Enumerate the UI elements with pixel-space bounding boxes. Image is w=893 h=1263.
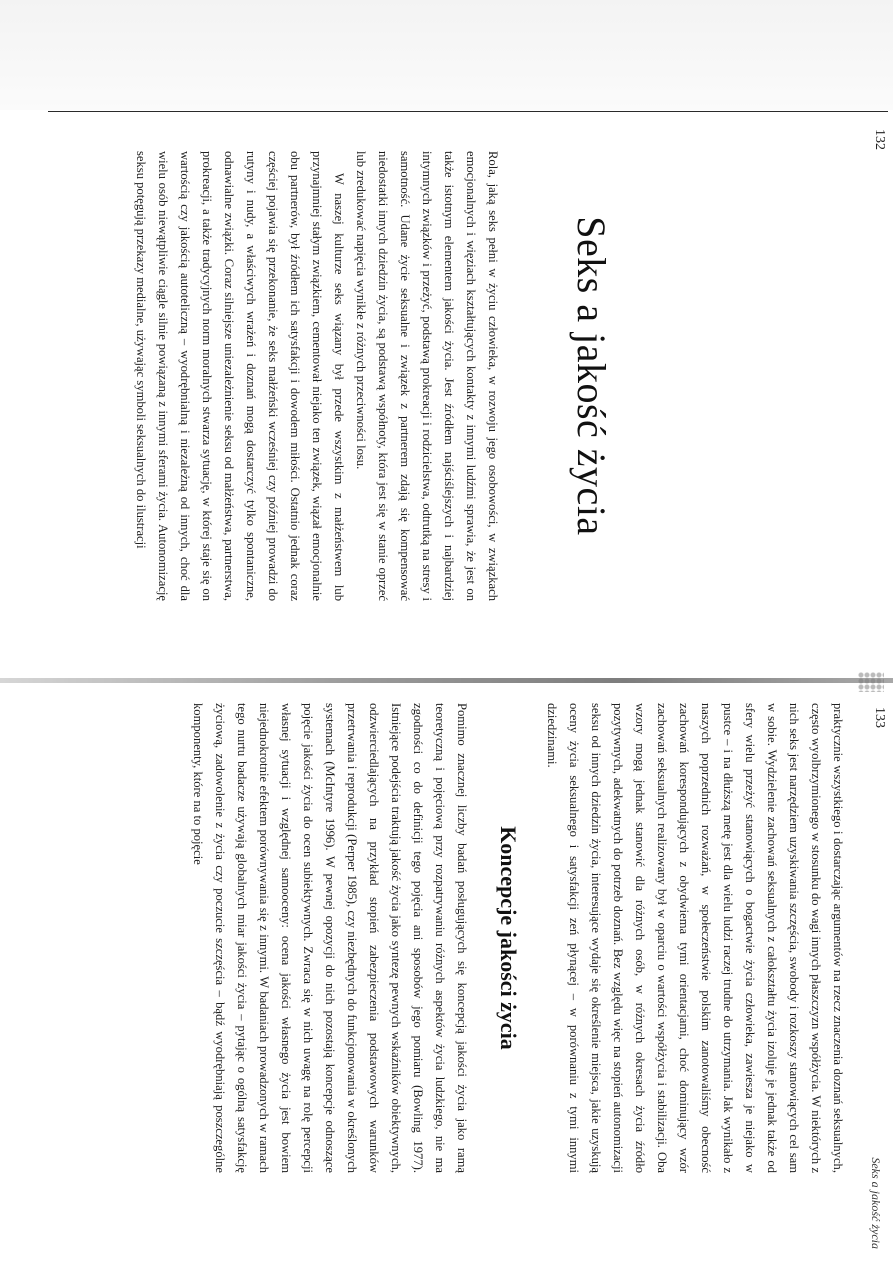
chapter-title: Seks a jakość życia: [569, 216, 614, 536]
paragraph: W naszej kulturze seks wiązany był przede wszystkim z małżeństwem lub przynajmniej stałym związkiem, cementował niejako ten związek, wiązał emocjonalnie obu partnerów, był źródłem ich satysfakcji i dowodem miłości. Ostatnio jednak coraz częściej pojawia się przekonanie, że seks małżeński wcześniej czy później prowadzi do rutyny i nudy, a właściwych wrażeń i doznań mogą dostarczyć tylko spontaniczne, odnawialne związki. Coraz silniejsze uniezależnienie seksu od małżeństwa, partnerstwa, prokreacji, a także tradycyjnych norm moralnych stwarza sytuację, w której staje się on wartością czy jakością autoteliczną – wyodrębnialną i niezależną od innych, choć dla wielu osób niewątpliwie ciągle silnie powiązaną z innymi sferami życia. Autonomizację seksu potęgują przekazy medialne, używając symboli seksualnych do ilustracji: [134, 151, 346, 601]
page-133: [0, 683, 893, 1263]
paragraph: praktycznie wszystkiego i dostarczając argumentów na rzecz znaczenia doznań seksualnych, często wyolbrzymionego w stosunku do wagi innych płaszczyzn współżycia. W niektórych z nich seks jest narzędziem uzyskiwania szczęścia, swobody i rozkoszy stanowiących cel sam w sobie. Wydzielenie zachowań seksualnych z całokształtu życia izoluje je jednak także od sfery wielu przeżyć stanowiących o bogactwie życia człowieka, zawiesza je niejako w pustce – i na dłuższą metę jest dla wielu ludzi raczej trudne do utrzymania. Jak wynikało z naszych poprzednich rozważań, w społeczeństwie polskim zanotowaliśmy obecność zachowań korespondujących z obydwiema tymi orientacjami, choć dominujący wzór zachowań seksualnych realizowany był w oparciu o wartości współżycia i stabilizacji. Oba wzory mogą jednak stanowić dla różnych osób, w różnych okresach życia źródło pozytywnych, adekwatnych do potrzeb doznań. Bez względu więc na stopień autonomizacji seksu od innych dziedzin życia, interesujące wydaje się określenie miejsca, jakie uzyskują oceny życia seksualnego i satysfakcji zeń płynącej – w porównaniu z tymi innymi dziedzinami.: [545, 703, 845, 1173]
page-number: 132: [872, 129, 887, 150]
page-133-content: [187, 703, 849, 1173]
paragraph: Rola, jaką seks pełni w życiu człowieka, w rozwoju jego osobowości, w związkach emocjonalnych i więziach kształtujących kontakty z innymi ludźmi sprawia, że jest on także istotnym elementem jakości życia. Jest źródłem najściślejszych i najbardziej intymnych związków i przeżyć, podstawą prokreacji i rodzicielstwa, odtrutką na stresy i samotność. Udane życie seksualne i związek z partnerem zdają się kompensować niedostatki innych dziedzin życia, są podstawą współnoty, która jest się w stanie oprzeć lub zredukować napięcia wynikłe z różnych przeciwności losu.: [354, 151, 500, 601]
page-132: [0, 111, 893, 678]
section-title: Koncepcje jakości życia: [496, 826, 521, 1050]
page-133-region: [0, 683, 893, 1263]
paragraph: Pomimo znacznej liczby badań posługujących się koncepcją jakości życia jako ramą teoretyczną i pojęciową przy rozpatrywaniu różnych aspektów życia ludzkiego, nie ma zgodności co do definicji tego pojęcia ani sposobów jego pomiaru (Bowling 1977). Istniejące podejścia traktują jakość życia jako syntezę pewnych wskaźników obiektywnych, odzwierciedlających na przykład stopień zabezpieczenia podstawowych warunków przetrwania i reprodukcji (Perper 1985), czy niezbędnych do funkcjonowania w określonych systemach (McIntyre 1996). W pewnej opozycji do nich pozostają koncepcje odnoszące pojęcie jakości życia do ocen subiektywnych. Zwraca się w nich uwagę na rolę percepcji własnej sytuacji i względnej samooceny: ocena jakości własnego życia jest bowiem niejednokrotnie efektem porównywania się z innymi. W badaniach prowadzonych w ramach tego nurtu badacze używają globalnych miar jakości życia – pytając o ogólną satysfakcję życiową, zadowolenie z życia czy poczucie szczęścia – bądź wyodrębniają poszczególne komponenty, które na to pojęcie: [191, 703, 469, 1173]
scan-margin-top: [0, 0, 893, 110]
running-head: Seks a jakość życia: [869, 1157, 883, 1249]
page-132-region: [0, 111, 893, 678]
page-132-content: [130, 151, 793, 601]
page-number: 133: [872, 707, 887, 728]
